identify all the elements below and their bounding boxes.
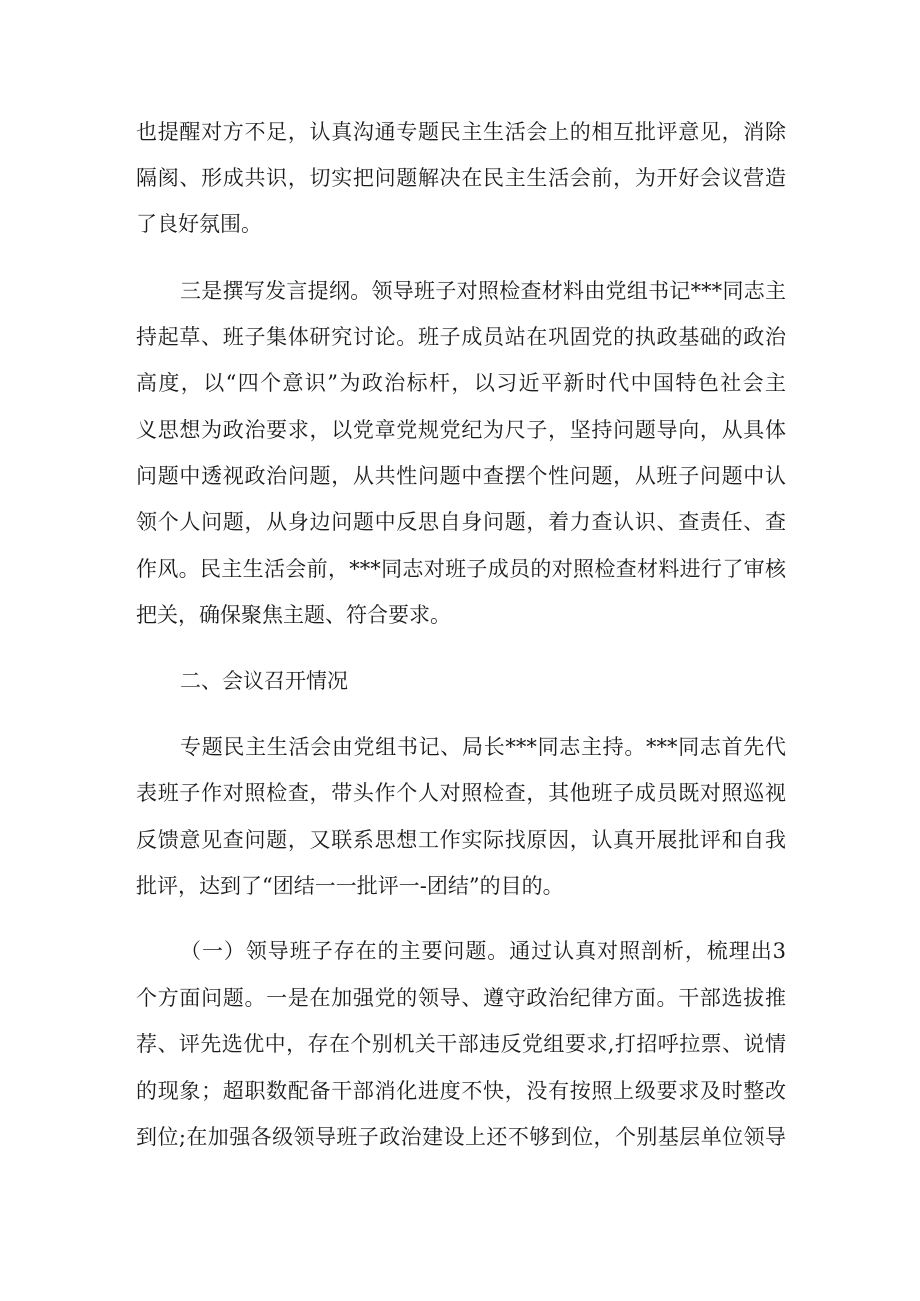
text-line: 义思想为政治要求，以党章党规党纪为尺子，坚持问题导向，从具体 [136, 418, 786, 442]
text-line: 个方面问题。一是在加强党的领导、遵守政治纪律方面。干部选拔推 [136, 986, 786, 1010]
text-line: 持起草、班子集体研究讨论。班子成员站在巩固党的执政基础的政治 [136, 325, 786, 349]
text-line: 反馈意见查问题，又联系思想工作实际找原因，认真开展批评和自我 [136, 828, 786, 852]
text-line: 到位;在加强各级领导班子政治建设上还不够到位，个别基层单位领导 [136, 1125, 786, 1149]
text-line: 作风。民主生活会前，***同志对班子成员的对照检查材料进行了审核 [136, 557, 786, 581]
text-line: 问题中透视政治问题，从共性问题中查摆个性问题，从班子问题中认 [136, 464, 786, 488]
section-heading: 二、会议召开情况 [180, 669, 348, 693]
text-line: 也提醒对方不足，认真沟通专题民主生活会上的相互批评意见，消除 [136, 120, 786, 144]
text-line: 高度，以“四个意识”为政治标杆，以习近平新时代中国特色社会主 [136, 371, 786, 395]
text-line: 领个人问题，从身边问题中反思自身问题，着力查认识、查责任、查 [136, 510, 786, 534]
text-line: 隔阂、形成共识，切实把问题解决在民主生活会前，为开好会议营造 [136, 166, 786, 190]
text-line: 专题民主生活会由党组书记、局长***同志主持。***同志首先代 [180, 735, 786, 759]
text-line: 批评，达到了“团结一一批评一-团结”的目的。 [136, 874, 564, 898]
text-line: （一）领导班子存在的主要问题。通过认真对照剖析，梳理出3 [180, 939, 786, 963]
text-line: 荐、评先选优中，存在个别机关干部违反党组要求,打招呼拉票、说情 [136, 1032, 786, 1056]
text-line: 的现象；超职数配备干部消化进度不快，没有按照上级要求及时整改 [136, 1079, 786, 1103]
text-line: 了良好氛围。 [136, 212, 262, 236]
text-line: 表班子作对照检查，带头作个人对照检查，其他班子成员既对照巡视 [136, 781, 786, 805]
text-line: 把关，确保聚焦主题、符合要求。 [136, 603, 451, 627]
text-line: 三是撰写发言提纲。领导班子对照检查材料由党组书记***同志主 [180, 279, 786, 303]
